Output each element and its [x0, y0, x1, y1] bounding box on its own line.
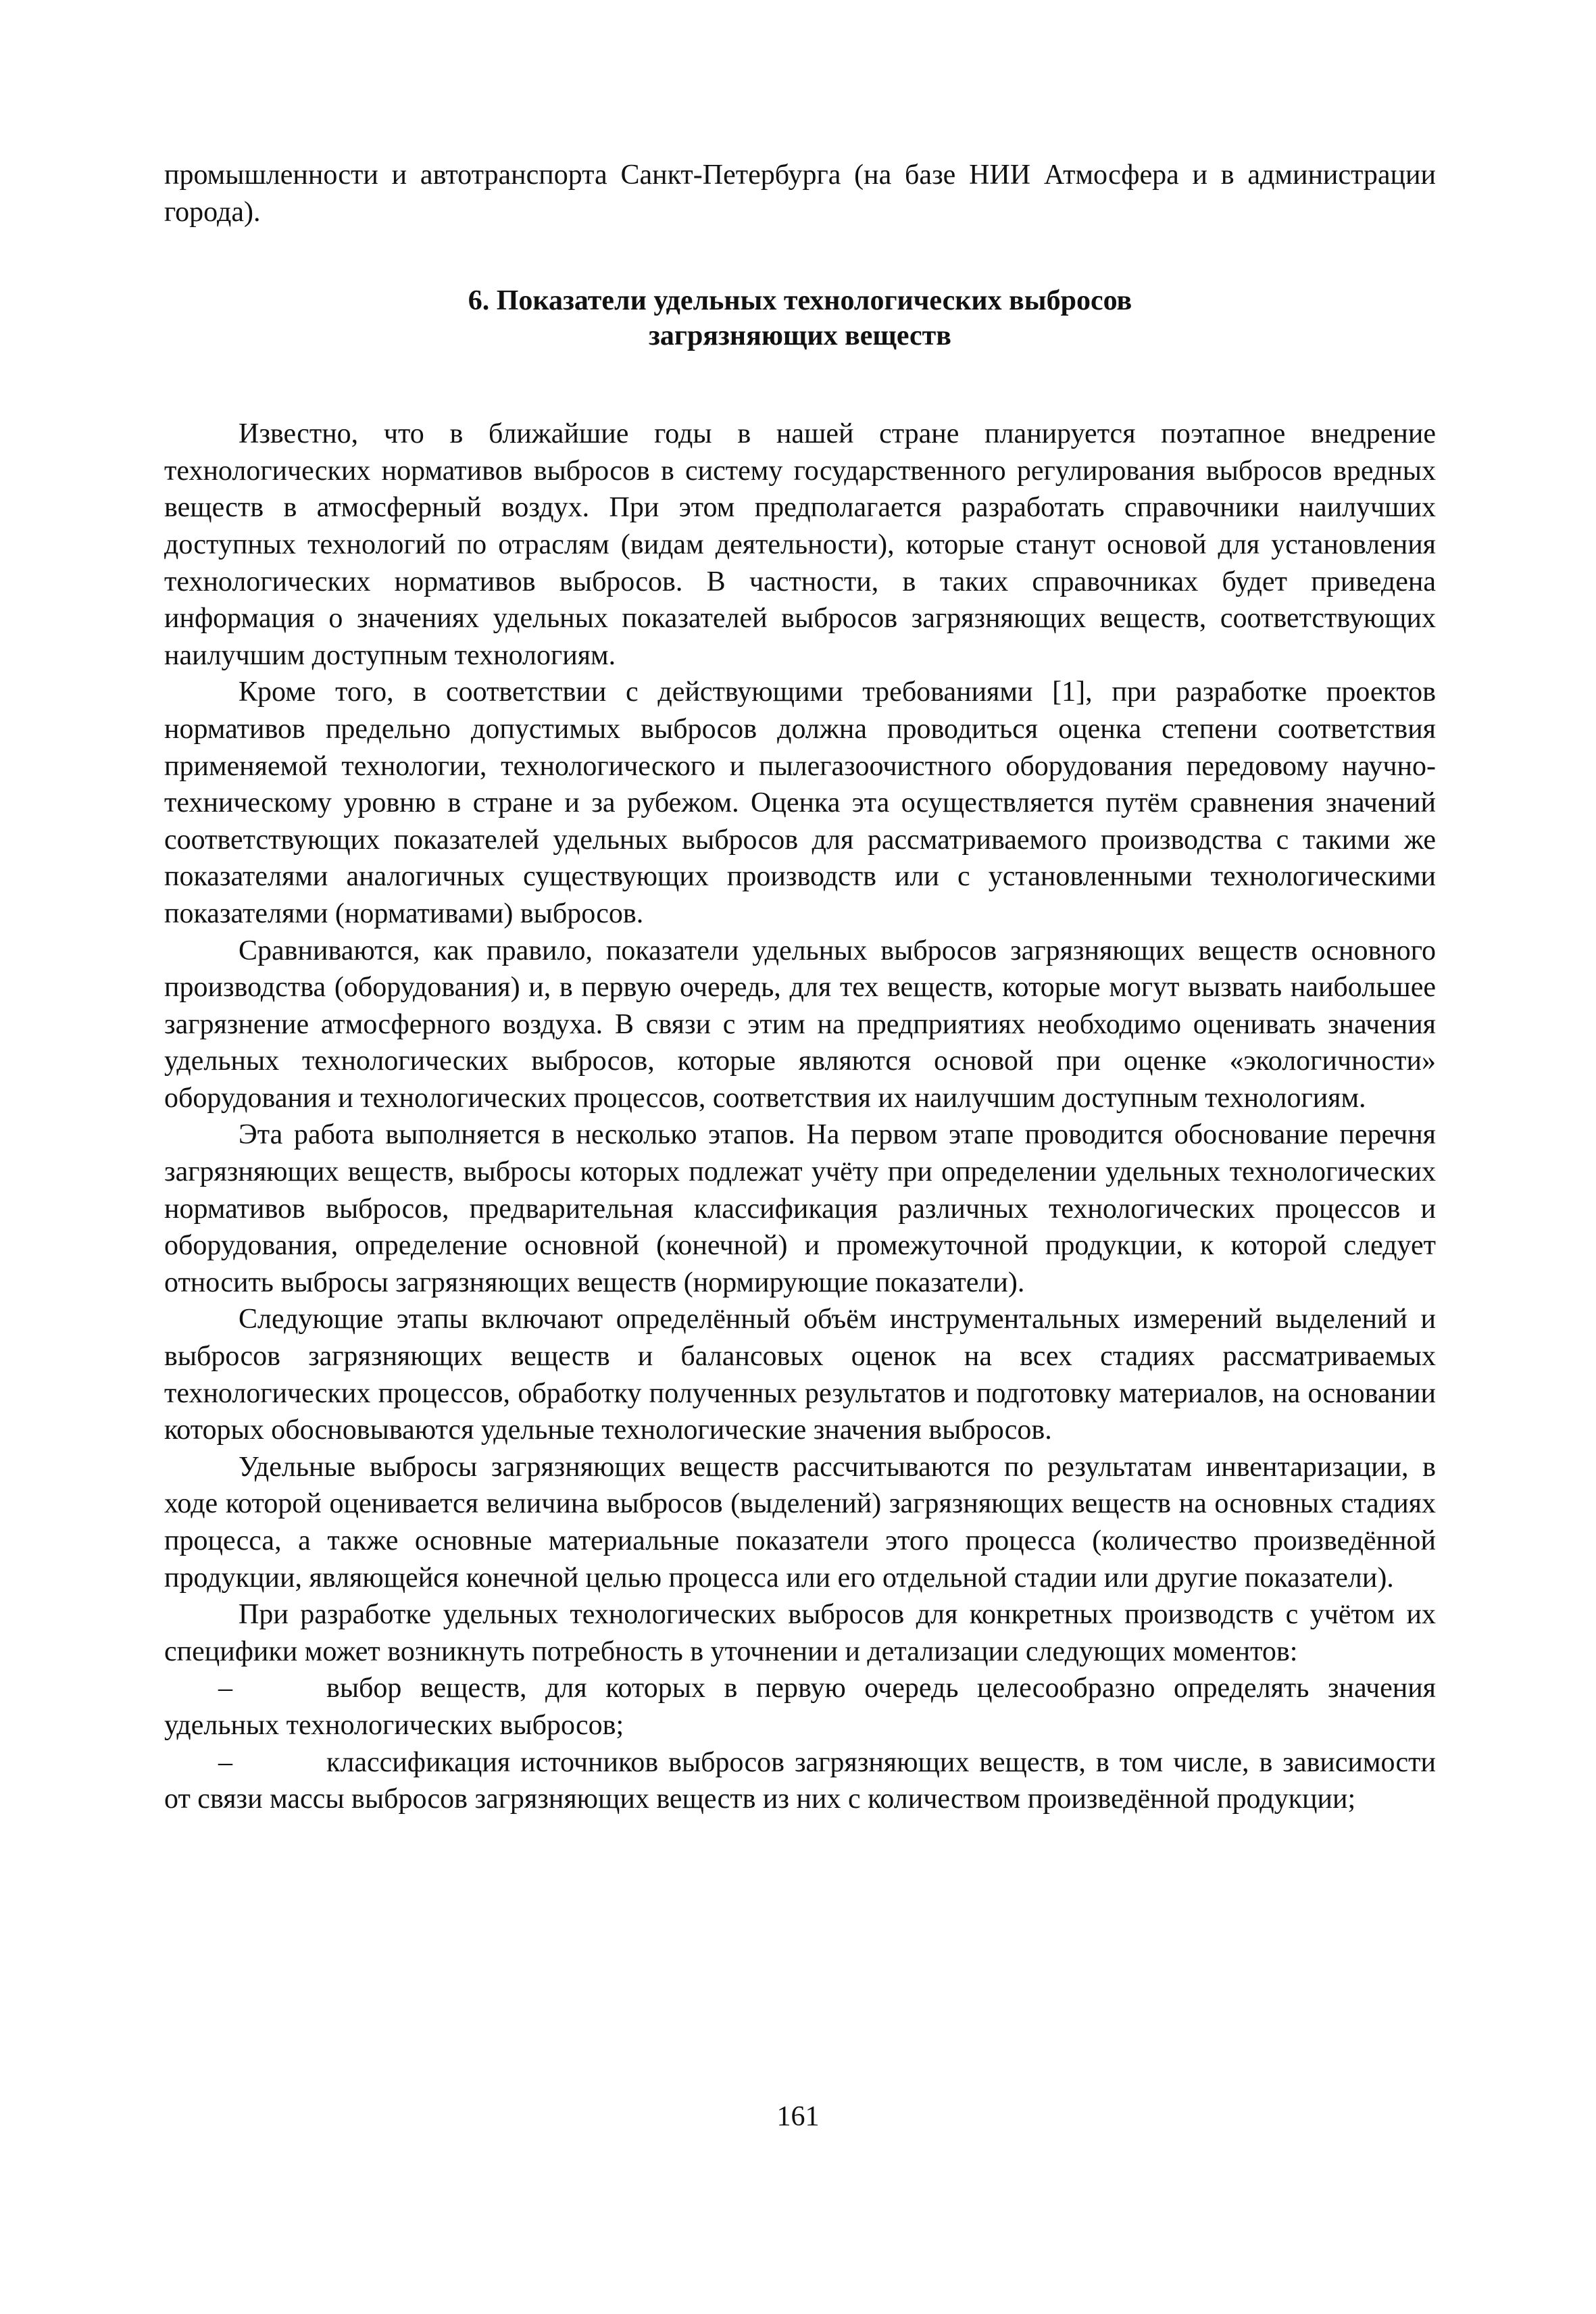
page-number: 161 — [776, 2101, 820, 2132]
section-heading-line-1: 6. Показатели удельных технологических выбросов — [468, 285, 1132, 317]
section-heading-line-2: загрязняющих веществ — [649, 320, 951, 352]
body-paragraph-5: Следующие этапы включают определённый объём инструментальных измерений выделений и выбросов загрязняющих веществ и балансовых оценок на всех стадиях рассматриваемых технологических процессов, обработку полученных результатов и подготовку материалов, на основании которых обосновываются удельные технологические значения выбросов. — [164, 1304, 1436, 1446]
list-item — [164, 1670, 1436, 1744]
body-paragraph-6: Удельные выбросы загрязняющих веществ рассчитываются по результатам инвентаризации, в ходе которой оценивается величина выбросов (выделений) загрязняющих веществ на основных стадиях процесса, а также основные материальные показатели этого процесса (количество произведённой продукции, являющейся конечной целью процесса или его отдельной стадии или другие показатели). — [164, 1451, 1436, 1594]
body-paragraph-7: При разработке удельных технологических выбросов для конкретных производств с учётом их специфики может возникнуть потребность в уточнении и детализации следующих моментов: — [164, 1599, 1436, 1667]
section-heading — [164, 283, 1436, 353]
body-paragraph-2: Кроме того, в соответствии с действующими требованиями [1], при разработке проектов нормативов предельно допустимых выбросов должна проводиться оценка степени соответствия применяемой технологии, технологического и пылегазоочистного оборудования передовому научно-техническому уровню в стране и за рубежом. Оценка эта осуществляется путём сравнения значений соответствующих показателей удельных выбросов для рассматриваемого производства с такими же показателями аналогичных существующих производств или с установленными технологическими показателями (нормативами) выбросов. — [164, 676, 1436, 929]
body-paragraph-3: Сравниваются, как правило, показатели удельных выбросов загрязняющих веществ основного производства (оборудования) и, в первую очередь, для тех веществ, которые могут вызвать наибольшее загрязнение атмосферного воздуха. В связи с этим на предприятиях необходимо оценивать значения удельных технологических выбросов, которые являются основой при оценке «экологичности» оборудования и технологических процессов, соответствия их наилучшим доступным технологиям. — [164, 935, 1436, 1114]
list-item-text: классификация источников выбросов загрязняющих веществ, в том числе, в зависимости от связи массы выбросов загрязняющих веществ из них с количеством произведённой продукции; — [164, 1746, 1436, 1815]
list-dash-marker: – — [218, 1673, 232, 1704]
body-paragraph-1: Известно, что в ближайшие годы в нашей стране планируется поэтапное внедрение технологических нормативов выбросов в систему государственного регулирования выбросов вредных веществ в атмосферный воздух. При этом предполагается разработать справочники наилучших доступных технологий по отраслям (видам деятельности), которые станут основой для установления технологических нормативов выбросов. В частности, в таких справочниках будет приведена информация о значениях удельных показателей выбросов загрязняющих веществ, соответствующих наилучшим доступным технологиям. — [164, 418, 1436, 671]
intro-paragraph: промышленности и автотранспорта Санкт-Петербурга (на базе НИИ Атмосфера и в администрации города). — [164, 159, 1436, 228]
body-paragraph-4: Эта работа выполняется в несколько этапов. На первом этапе проводится обоснование перечня загрязняющих веществ, выбросы которых подлежат учёту при определении удельных технологических нормативов выбросов, предварительная классификация различных технологических процессов и оборудования, определение основной (конечной) и промежуточной продукции, к которой следует относить выбросы загрязняющих веществ (нормирующие показатели). — [164, 1119, 1436, 1298]
page-content — [164, 157, 1436, 1818]
list-dash-marker: – — [218, 1746, 232, 1778]
list-item — [164, 1744, 1436, 1818]
list-item-text: выбор веществ, для которых в первую очередь целесообразно определять значения удельных технологических выбросов; — [164, 1673, 1436, 1741]
